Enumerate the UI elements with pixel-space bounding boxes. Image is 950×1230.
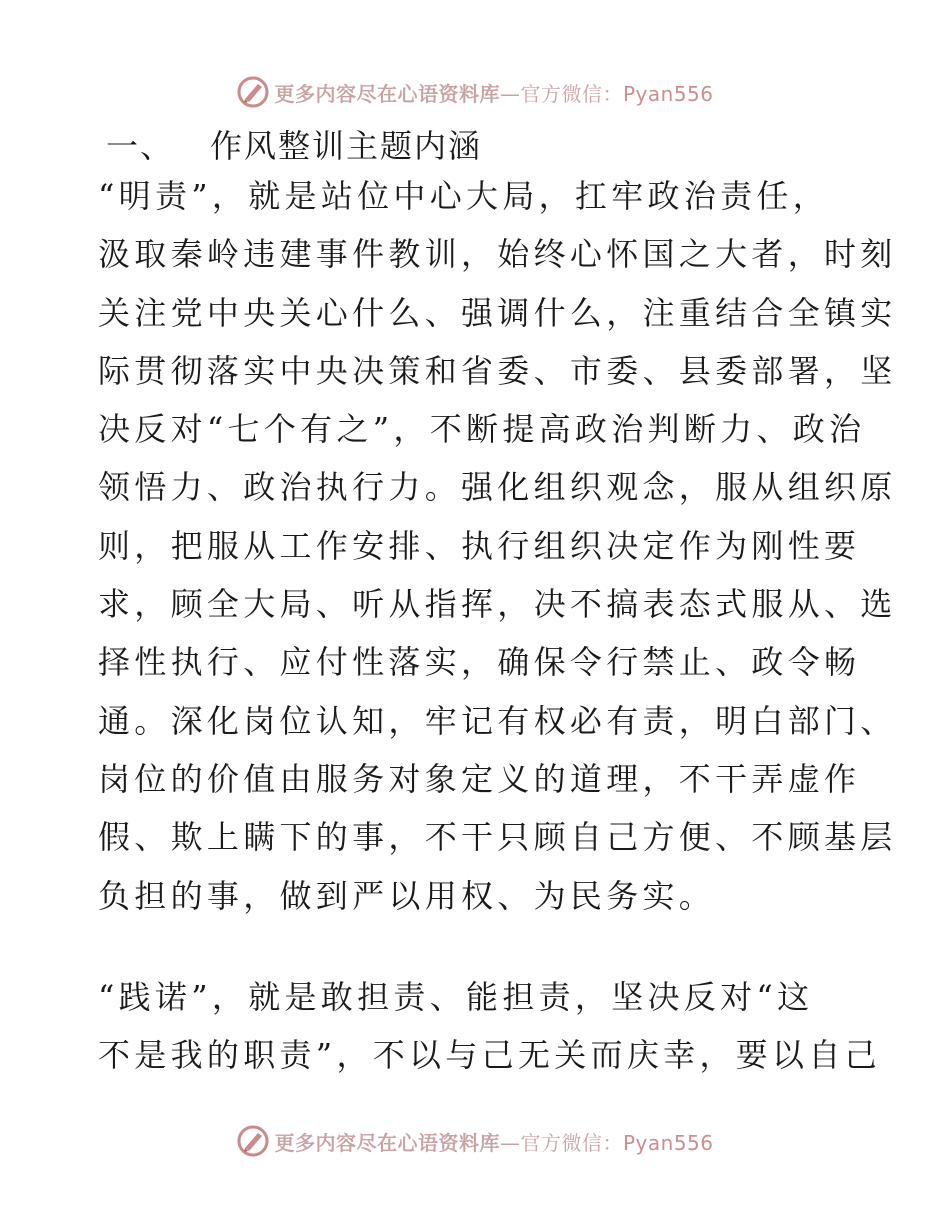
watermark-label: 官方微信： <box>520 81 623 106</box>
watermark-text <box>274 78 713 107</box>
text-line: “明责”，就是站位中心大局，扛牢政治责任， <box>98 177 830 215</box>
text-line: 择性执行、应付性落实，确保令行禁止、政令畅 <box>98 643 861 682</box>
watermark-dash: — <box>499 81 521 106</box>
watermark-header <box>0 72 950 112</box>
watermark-id: Pyan556 <box>622 81 714 106</box>
text-line: 不是我的职责”，不以与己无关而庆幸，要以自己 <box>98 1036 881 1075</box>
text-line: 通。深化岗位认知，牢记有权必有责，明白部门、 <box>98 701 897 740</box>
text-line: 求，顾全大局、听从指挥，决不搞表态式服从、选 <box>98 585 897 624</box>
text-line: 领悟力、政治执行力。强化组织观念，服从组织原 <box>98 468 897 507</box>
text-line: 则，把服从工作安排、执行组织决定作为刚性要 <box>98 526 861 565</box>
text-line: “践诺”，就是敢担责、能担责，坚决反对“这 <box>98 978 814 1016</box>
pen-logo-icon <box>236 1124 270 1158</box>
text-line: 际贯彻落实中央决策和省委、市委、县委部署，坚 <box>98 351 897 390</box>
paragraph-jiannuo <box>98 968 881 1085</box>
text-line: 负担的事，做到严以用权、为民务实。 <box>98 876 716 915</box>
section-heading <box>106 124 482 168</box>
section-title: 作风整训主题内涵 <box>210 127 483 165</box>
watermark-label: 官方微信： <box>520 1130 623 1155</box>
paragraph-mingze <box>98 167 897 925</box>
pen-logo-icon <box>236 75 270 109</box>
text-line: 假、欺上瞒下的事，不干只顾自己方便、不顾基层 <box>98 818 897 857</box>
watermark-text <box>274 1127 713 1156</box>
text-line: 决反对“七个有之”，不断提高政治判断力、政治 <box>98 410 866 449</box>
text-line: 汲取秦岭违建事件教训，始终心怀国之大者，时刻 <box>98 235 897 274</box>
watermark-footer <box>0 1121 950 1161</box>
text-line: 岗位的价值由服务对象定义的道理，不干弄虚作 <box>98 759 861 798</box>
watermark-dash: — <box>499 1130 521 1155</box>
section-number: 一、 <box>106 127 175 165</box>
watermark-main: 更多内容尽在心语资料库 <box>274 1130 500 1155</box>
watermark-id: Pyan556 <box>622 1130 714 1155</box>
text-line: 关注党中央关心什么、强调什么，注重结合全镇实 <box>98 293 897 332</box>
watermark-main: 更多内容尽在心语资料库 <box>274 81 500 106</box>
